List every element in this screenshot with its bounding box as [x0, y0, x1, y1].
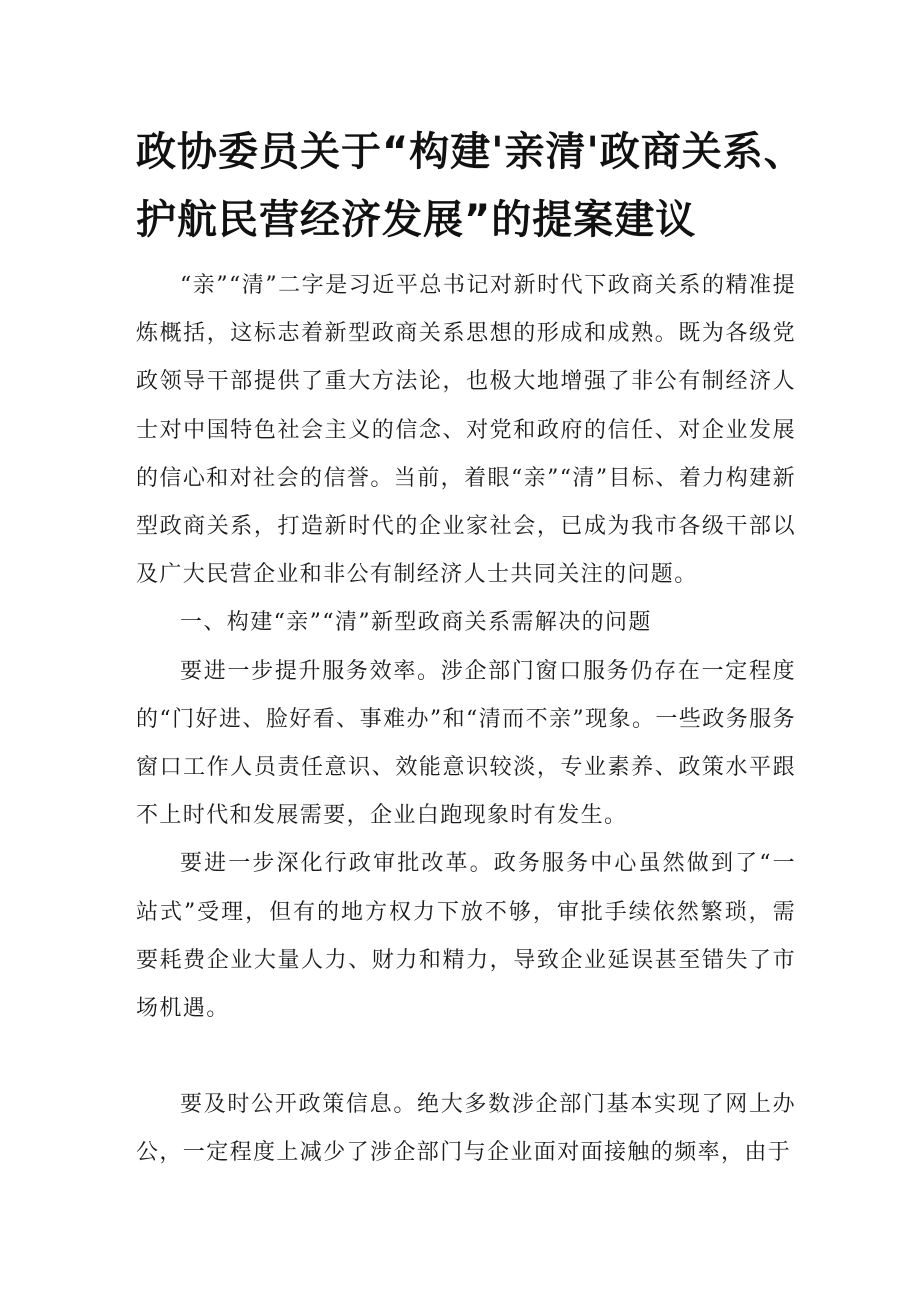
document-title — [136, 118, 856, 254]
paragraph-approval-reform: 要进一步深化行政审批改革。政务服务中心虽然做到了“一站式”受理，但有的地方权力下放不够，审批手续依然繁琐，需要耗费企业大量人力、财力和精力，导致企业延误甚至错失了市场机遇。 — [136, 851, 796, 1022]
paragraph-service-efficiency: 要进一步提升服务效率。涉企部门窗口服务仍存在一定程度的“门好进、脸好看、事难办”和“清而不亲”现象。一些政务服务窗口工作人员责任意识、效能意识较淡，专业素养、政策水平跟不上时代和发展需要，企业白跑现象时有发生。 — [136, 658, 796, 829]
title-line-1: 政协委员关于“构建'亲清'政商关系、 — [136, 129, 805, 175]
title-line-2: 护航民营经济发展”的提案建议 — [136, 197, 697, 243]
document-body — [136, 262, 796, 1178]
section-heading-problems: 一、构建“亲”“清”新型政商关系需解决的问题 — [180, 610, 652, 636]
paragraph-intro: “亲”“清”二字是习近平总书记对新时代下政商关系的精准提炼概括，这标志着新型政商关系思想的形成和成熟。既为各级党政领导干部提供了重大方法论，也极大地增强了非公有制经济人士对中国特色社会主义的信念、对党和政府的信任、对企业发展的信心和对社会的信誉。当前，着眼“亲”“清”目标、着力构建新型政商关系，打造新时代的企业家社会，已成为我市各级干部以及广大民营企业和非公有制经济人士共同关注的问题。 — [136, 273, 796, 588]
paragraph-policy-disclosure: 要及时公开政策信息。绝大多数涉企部门基本实现了网上办公，一定程度上减少了涉企部门与企业面对面接触的频率，由于 — [136, 1092, 796, 1166]
